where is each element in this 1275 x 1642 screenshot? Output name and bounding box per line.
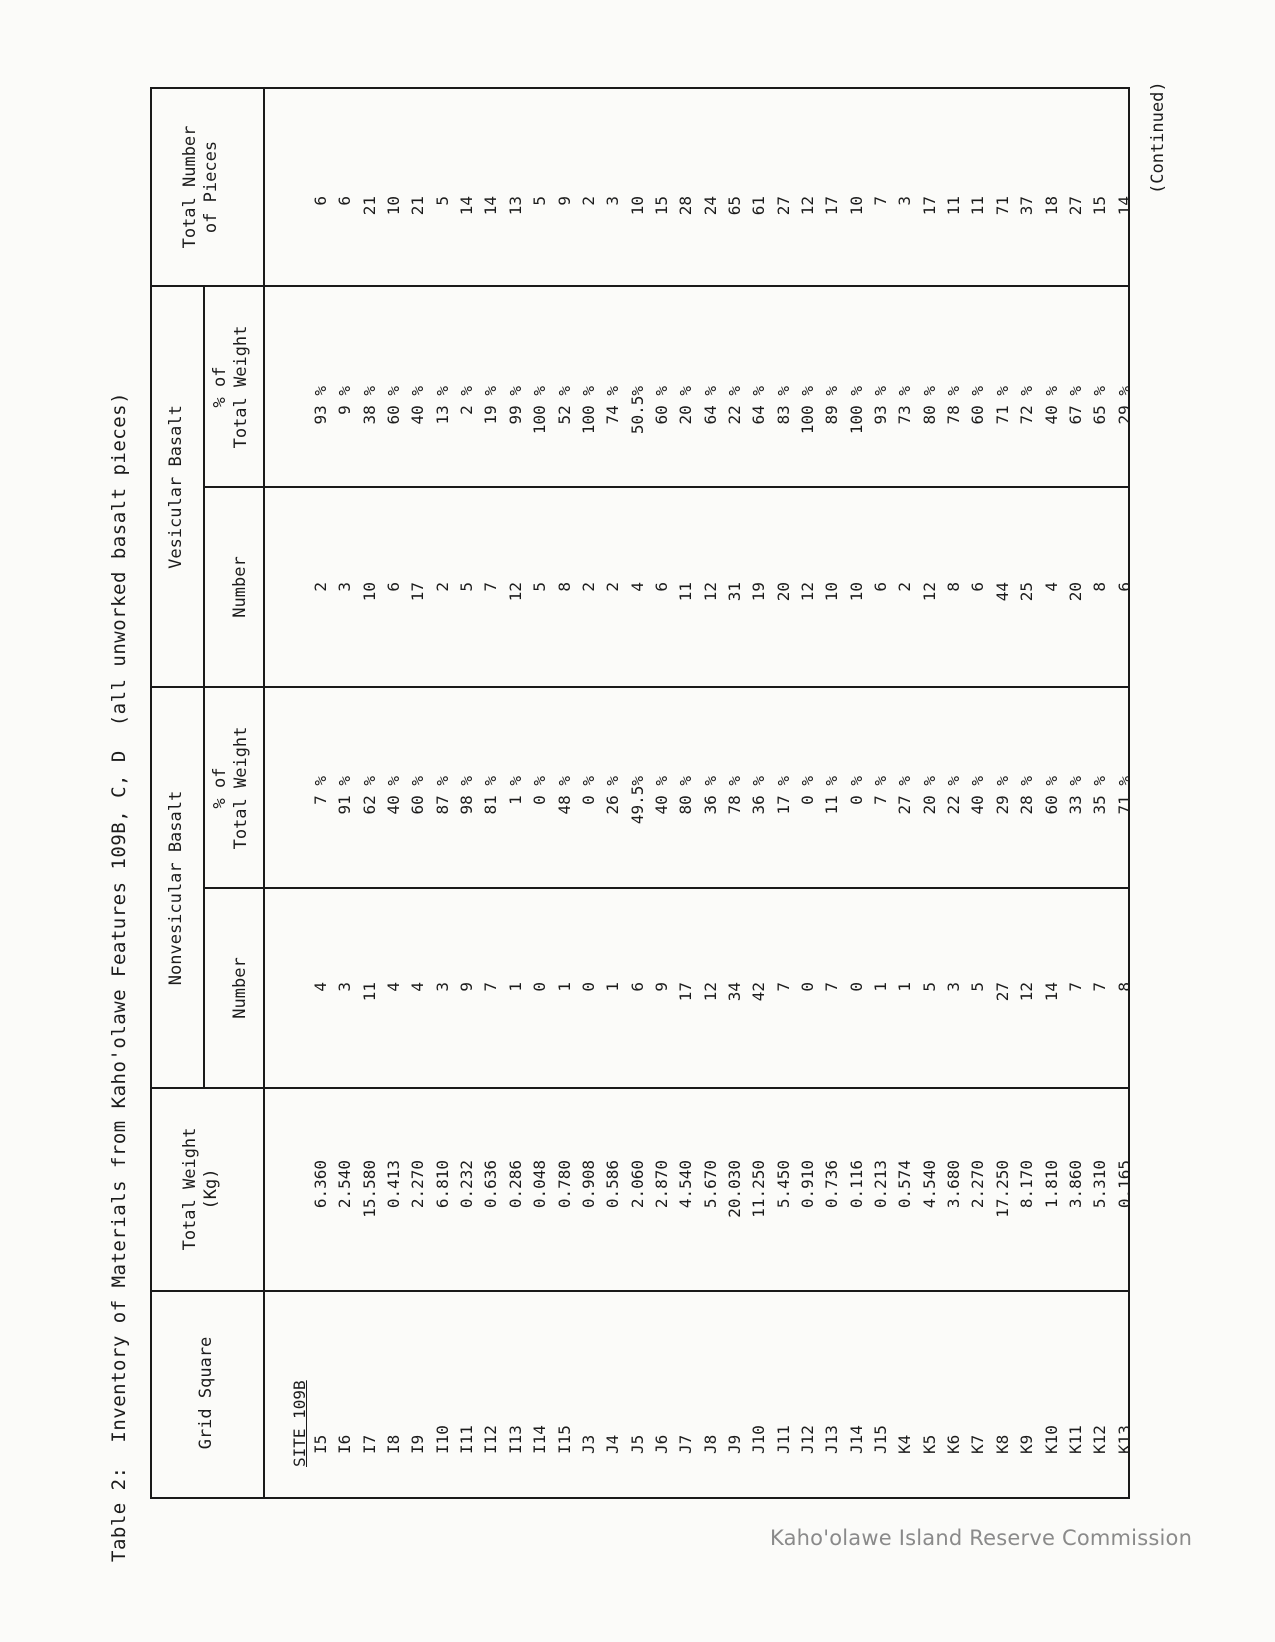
cell-v-pct: 100 % [798, 386, 817, 435]
cell-v-pct: 99 % [505, 386, 525, 425]
cell-total-weight: 6.810 [432, 1160, 452, 1209]
cell-nv-pct: 40 % [968, 776, 988, 815]
header-nv-number: Number [230, 957, 250, 1019]
cell-total-pieces: 3 [603, 196, 623, 206]
cell-total-weight: 0.413 [384, 1160, 404, 1209]
cell-v-number: 8 [944, 582, 964, 592]
cell-v-pct: 50.5% [627, 386, 647, 435]
cell-v-pct: 100 % [530, 386, 550, 435]
cell-nv-pct: 35 % [1090, 776, 1110, 815]
cell-grid-square: J3 [578, 1434, 598, 1454]
cell-v-pct: 67 % [1065, 386, 1085, 425]
cell-v-pct: 100 % [578, 386, 598, 435]
cell-v-number: 20 [1065, 582, 1085, 602]
cell-v-number: 17 [408, 582, 428, 602]
cell-nv-number: 0 [578, 982, 598, 992]
table-top-border [150, 87, 152, 1499]
cell-total-pieces: 61 [749, 196, 769, 216]
cell-v-pct: 73 % [895, 386, 915, 425]
sep-grid-weight [150, 1290, 1130, 1292]
cell-total-weight: 0.165 [1114, 1160, 1134, 1209]
cell-total-pieces: 3 [895, 196, 915, 206]
nv-group-underline [203, 687, 205, 1089]
cell-nv-pct: 11 % [822, 776, 842, 815]
cell-v-pct: 52 % [554, 386, 574, 425]
cell-nv-pct: 87 % [432, 776, 452, 815]
cell-total-pieces: 17 [822, 196, 842, 216]
cell-total-pieces: 27 [773, 196, 793, 216]
cell-total-pieces: 24 [700, 196, 720, 216]
cell-total-weight: 0.213 [871, 1160, 891, 1209]
cell-v-number: 8 [554, 582, 574, 592]
continued-note: (Continued) [1148, 81, 1168, 194]
cell-total-pieces: 21 [408, 196, 428, 216]
cell-total-pieces: 6 [311, 196, 330, 206]
cell-grid-square: K9 [1017, 1434, 1037, 1454]
cell-nv-number: 7 [1090, 982, 1110, 992]
cell-v-number: 10 [846, 582, 866, 602]
cell-total-pieces: 27 [1065, 196, 1085, 216]
cell-v-number: 4 [1041, 582, 1061, 592]
cell-nv-pct: 7 % [311, 776, 330, 805]
cell-nv-pct: 36 % [700, 776, 720, 815]
cell-total-weight: 0.780 [554, 1160, 574, 1209]
cell-nv-number: 7 [822, 982, 842, 992]
cell-total-pieces: 18 [1041, 196, 1061, 216]
cell-nv-number: 0 [798, 982, 817, 992]
cell-total-pieces: 10 [846, 196, 866, 216]
cell-nv-pct: 62 % [359, 776, 379, 815]
cell-grid-square: K4 [895, 1434, 915, 1454]
cell-nv-number: 1 [871, 982, 891, 992]
cell-nv-pct: 1 % [505, 776, 525, 805]
cell-total-pieces: 10 [627, 196, 647, 216]
cell-v-pct: 40 % [408, 386, 428, 425]
cell-nv-pct: 78 % [724, 776, 744, 815]
cell-total-pieces: 9 [554, 196, 574, 206]
sep-v-total [150, 285, 1130, 287]
cell-total-weight: 8.170 [1017, 1160, 1037, 1209]
cell-v-number: 12 [700, 582, 720, 602]
cell-total-pieces: 14 [1114, 196, 1134, 216]
cell-grid-square: K5 [919, 1434, 939, 1454]
table-caption: Table 2: Inventory of Materials from Kaho'olawe Features 109B, C, D (all unworked basalt pieces) [108, 391, 130, 1562]
header-v-number: Number [230, 556, 250, 618]
cell-total-weight: 17.250 [992, 1160, 1012, 1218]
cell-total-weight: 0.636 [481, 1160, 501, 1209]
cell-grid-square: J5 [627, 1434, 647, 1454]
cell-nv-number: 1 [603, 982, 623, 992]
cell-v-pct: 60 % [384, 386, 404, 425]
cell-grid-square: J9 [724, 1434, 744, 1454]
cell-v-pct: 93 % [311, 386, 330, 425]
cell-grid-square: K10 [1041, 1425, 1061, 1454]
cell-total-weight: 2.270 [968, 1160, 988, 1209]
cell-v-number: 8 [1090, 582, 1110, 592]
cell-v-pct: 2 % [457, 386, 477, 415]
cell-v-pct: 19 % [481, 386, 501, 425]
cell-v-pct: 13 % [432, 386, 452, 425]
cell-v-number: 12 [919, 582, 939, 602]
cell-total-weight: 4.540 [676, 1160, 696, 1209]
cell-v-pct: 60 % [651, 386, 671, 425]
cell-total-pieces: 17 [919, 196, 939, 216]
cell-nv-number: 17 [676, 982, 696, 1002]
header-total-weight: Total Weight (Kg) [180, 1127, 221, 1251]
cell-grid-square: J12 [798, 1425, 817, 1454]
cell-v-number: 10 [822, 582, 842, 602]
cell-total-pieces: 14 [457, 196, 477, 216]
cell-grid-square: J13 [822, 1425, 842, 1454]
cell-total-weight: 5.450 [773, 1160, 793, 1209]
cell-nv-number: 9 [457, 982, 477, 992]
cell-total-pieces: 15 [651, 196, 671, 216]
cell-total-weight: 0.232 [457, 1160, 477, 1209]
cell-nv-pct: 60 % [1041, 776, 1061, 815]
cell-v-number: 11 [676, 582, 696, 602]
cell-total-pieces: 2 [578, 196, 598, 206]
cell-total-pieces: 12 [798, 196, 817, 216]
cell-nv-pct: 33 % [1065, 776, 1085, 815]
cell-v-number: 44 [992, 582, 1012, 602]
cell-v-number: 5 [530, 582, 550, 592]
table-header-bottom-border [263, 87, 265, 1499]
cell-total-weight: 2.060 [627, 1160, 647, 1209]
cell-grid-square: I14 [530, 1425, 550, 1454]
cell-nv-number: 4 [311, 982, 330, 992]
cell-grid-square: I7 [359, 1434, 379, 1454]
cell-grid-square: K11 [1065, 1425, 1085, 1454]
cell-nv-number: 3 [335, 982, 355, 992]
cell-v-pct: 20 % [676, 386, 696, 425]
cell-grid-square: I9 [408, 1434, 428, 1454]
cell-nv-pct: 7 % [871, 776, 891, 805]
site-label: SITE 109B [290, 1380, 309, 1467]
cell-nv-number: 6 [627, 982, 647, 992]
cell-v-number: 6 [384, 582, 404, 592]
cell-v-number: 2 [895, 582, 915, 592]
cell-nv-pct: 81 % [481, 776, 501, 815]
sep-nv-v [150, 686, 1130, 688]
cell-v-pct: 71 % [992, 386, 1012, 425]
cell-total-pieces: 5 [432, 196, 452, 206]
cell-v-pct: 38 % [359, 386, 379, 425]
cell-total-pieces: 14 [481, 196, 501, 216]
cell-v-number: 2 [603, 582, 623, 592]
cell-total-weight: 5.670 [700, 1160, 720, 1209]
cell-nv-number: 1 [895, 982, 915, 992]
cell-v-number: 4 [627, 582, 647, 592]
cell-total-pieces: 10 [384, 196, 404, 216]
cell-grid-square: I11 [457, 1425, 477, 1454]
cell-nv-pct: 40 % [384, 776, 404, 815]
cell-total-weight: 0.286 [505, 1160, 525, 1209]
cell-grid-square: K6 [944, 1434, 964, 1454]
cell-v-number: 7 [481, 582, 501, 592]
cell-grid-square: K13 [1114, 1425, 1134, 1454]
cell-v-pct: 74 % [603, 386, 623, 425]
cell-total-pieces: 15 [1090, 196, 1110, 216]
cell-v-number: 2 [432, 582, 452, 592]
cell-total-pieces: 11 [968, 196, 988, 216]
cell-v-pct: 65 % [1090, 386, 1110, 425]
cell-nv-pct: 28 % [1017, 776, 1037, 815]
cell-nv-pct: 29 % [992, 776, 1012, 815]
cell-grid-square: J15 [871, 1425, 891, 1454]
cell-nv-pct: 98 % [457, 776, 477, 815]
cell-v-pct: 100 % [846, 386, 866, 435]
cell-v-pct: 22 % [724, 386, 744, 425]
cell-nv-number: 1 [554, 982, 574, 992]
cell-v-number: 10 [359, 582, 379, 602]
cell-v-pct: 89 % [822, 386, 842, 425]
cell-nv-number: 4 [384, 982, 404, 992]
cell-nv-number: 3 [432, 982, 452, 992]
cell-nv-number: 11 [359, 982, 379, 1002]
cell-v-pct: 83 % [773, 386, 793, 425]
cell-total-pieces: 71 [992, 196, 1012, 216]
cell-nv-number: 0 [530, 982, 550, 992]
watermark-text: Kaho'olawe Island Reserve Commission [770, 1526, 1193, 1550]
cell-nv-number: 14 [1041, 982, 1061, 1002]
header-total-pieces: Total Number of Pieces [180, 125, 221, 249]
cell-grid-square: J4 [603, 1434, 623, 1454]
cell-nv-number: 9 [651, 982, 671, 992]
cell-nv-pct: 40 % [651, 776, 671, 815]
cell-grid-square: I13 [505, 1425, 525, 1454]
cell-grid-square: J10 [749, 1425, 769, 1454]
cell-v-number: 6 [651, 582, 671, 592]
cell-grid-square: K7 [968, 1434, 988, 1454]
cell-nv-number: 12 [700, 982, 720, 1002]
cell-v-pct: 40 % [1041, 386, 1061, 425]
cell-v-pct: 93 % [871, 386, 891, 425]
cell-nv-number: 42 [749, 982, 769, 1002]
cell-nv-number: 27 [992, 982, 1012, 1002]
header-grid-square: Grid Square [196, 1336, 216, 1450]
cell-nv-number: 5 [919, 982, 939, 992]
cell-nv-pct: 60 % [408, 776, 428, 815]
cell-nv-number: 4 [408, 982, 428, 992]
cell-v-number: 5 [457, 582, 477, 592]
cell-v-number: 6 [1114, 582, 1134, 592]
cell-total-pieces: 13 [505, 196, 525, 216]
cell-v-pct: 80 % [919, 386, 939, 425]
sep-nv-sub [205, 887, 1130, 889]
cell-v-number: 20 [773, 582, 793, 602]
cell-total-weight: 0.574 [895, 1160, 915, 1209]
cell-grid-square: I5 [311, 1434, 330, 1454]
cell-total-weight: 4.540 [919, 1160, 939, 1209]
sep-v-sub [205, 486, 1130, 488]
cell-total-weight: 2.540 [335, 1160, 355, 1209]
cell-nv-number: 5 [968, 982, 988, 992]
header-vesicular: Vesicular Basalt [166, 405, 186, 569]
cell-nv-pct: 80 % [676, 776, 696, 815]
cell-total-weight: 0.736 [822, 1160, 842, 1209]
cell-nv-number: 7 [481, 982, 501, 992]
cell-total-weight: 2.870 [651, 1160, 671, 1209]
cell-v-number: 3 [335, 582, 355, 592]
cell-total-weight: 11.250 [749, 1160, 769, 1218]
cell-total-weight: 3.680 [944, 1160, 964, 1209]
cell-v-number: 6 [871, 582, 891, 592]
cell-grid-square: J7 [676, 1434, 696, 1454]
cell-v-pct: 29 % [1114, 386, 1134, 425]
cell-total-pieces: 21 [359, 196, 379, 216]
cell-v-pct: 78 % [944, 386, 964, 425]
cell-nv-pct: 0 % [578, 776, 598, 805]
cell-total-pieces: 5 [530, 196, 550, 206]
cell-total-weight: 2.270 [408, 1160, 428, 1209]
cell-v-number: 2 [311, 582, 330, 592]
cell-v-number: 12 [505, 582, 525, 602]
cell-nv-pct: 0 % [530, 776, 550, 805]
cell-total-weight: 0.586 [603, 1160, 623, 1209]
cell-v-number: 12 [798, 582, 817, 602]
cell-nv-number: 0 [846, 982, 866, 992]
cell-nv-number: 3 [944, 982, 964, 992]
cell-grid-square: J11 [773, 1425, 793, 1454]
cell-total-weight: 0.116 [846, 1160, 866, 1209]
header-nonvesicular: Nonvesicular Basalt [166, 790, 186, 986]
cell-v-number: 2 [578, 582, 598, 592]
cell-grid-square: I12 [481, 1425, 501, 1454]
cell-total-pieces: 28 [676, 196, 696, 216]
cell-v-number: 19 [749, 582, 769, 602]
cell-total-weight: 5.310 [1090, 1160, 1110, 1209]
cell-v-number: 25 [1017, 582, 1037, 602]
cell-total-weight: 3.860 [1065, 1160, 1085, 1209]
cell-grid-square: J14 [846, 1425, 866, 1454]
cell-nv-pct: 49.5% [627, 776, 647, 825]
cell-total-weight: 15.580 [359, 1160, 379, 1218]
cell-nv-pct: 26 % [603, 776, 623, 815]
cell-grid-square: I8 [384, 1434, 404, 1454]
cell-total-weight: 0.908 [578, 1160, 598, 1209]
cell-nv-pct: 17 % [773, 776, 793, 815]
cell-nv-pct: 22 % [944, 776, 964, 815]
cell-nv-pct: 91 % [335, 776, 355, 815]
cell-grid-square: J8 [700, 1434, 720, 1454]
cell-total-pieces: 65 [724, 196, 744, 216]
header-v-pct: % of Total Weight [210, 325, 251, 449]
cell-nv-number: 1 [505, 982, 525, 992]
cell-grid-square: K8 [992, 1434, 1012, 1454]
cell-v-pct: 64 % [749, 386, 769, 425]
cell-total-pieces: 11 [944, 196, 964, 216]
cell-grid-square: K12 [1090, 1425, 1110, 1454]
cell-grid-square: I15 [554, 1425, 574, 1454]
cell-total-weight: 0.910 [798, 1160, 817, 1209]
cell-nv-pct: 0 % [846, 776, 866, 805]
cell-nv-pct: 20 % [919, 776, 939, 815]
cell-nv-pct: 71 % [1114, 776, 1134, 815]
cell-total-weight: 20.030 [724, 1160, 744, 1218]
cell-total-weight: 0.048 [530, 1160, 550, 1209]
cell-v-number: 6 [968, 582, 988, 592]
cell-nv-number: 7 [1065, 982, 1085, 992]
cell-v-pct: 64 % [700, 386, 720, 425]
cell-nv-number: 7 [773, 982, 793, 992]
cell-v-pct: 9 % [335, 386, 355, 415]
cell-nv-pct: 48 % [554, 776, 574, 815]
cell-grid-square: I10 [432, 1425, 452, 1454]
cell-v-pct: 72 % [1017, 386, 1037, 425]
table-right-border [150, 87, 1130, 89]
cell-total-weight: 6.360 [311, 1160, 330, 1209]
cell-nv-number: 8 [1114, 982, 1134, 992]
cell-total-pieces: 6 [335, 196, 355, 206]
sep-weight-nv [150, 1087, 1130, 1089]
cell-nv-number: 12 [1017, 982, 1037, 1002]
cell-nv-pct: 0 % [798, 776, 817, 805]
table-left-border [150, 1497, 1130, 1499]
header-nv-pct: % of Total Weight [210, 726, 251, 850]
v-group-underline [203, 286, 205, 688]
cell-nv-number: 34 [724, 982, 744, 1002]
cell-total-weight: 1.810 [1041, 1160, 1061, 1209]
cell-grid-square: J6 [651, 1434, 671, 1454]
cell-v-number: 31 [724, 582, 744, 602]
cell-nv-pct: 27 % [895, 776, 915, 815]
cell-total-pieces: 7 [871, 196, 891, 206]
cell-total-pieces: 37 [1017, 196, 1037, 216]
cell-nv-pct: 36 % [749, 776, 769, 815]
cell-v-pct: 60 % [968, 386, 988, 425]
cell-grid-square: I6 [335, 1434, 355, 1454]
